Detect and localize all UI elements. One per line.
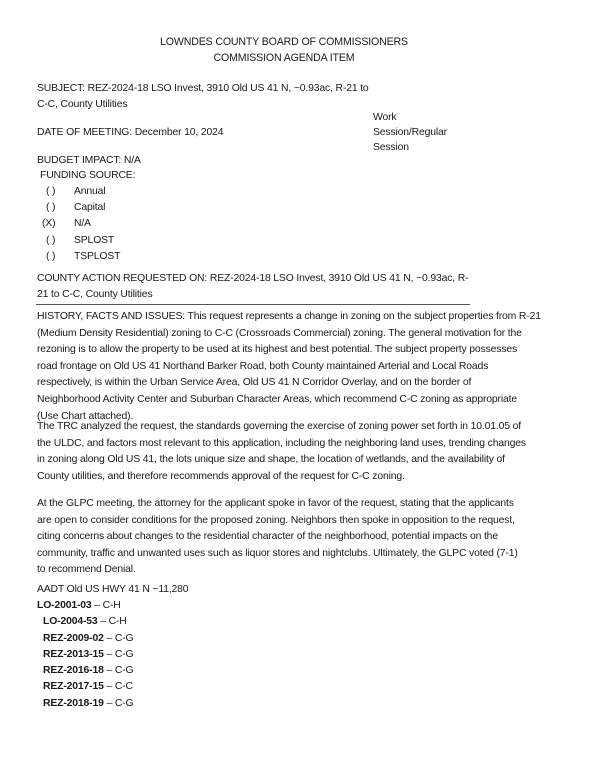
funding-checkbox-checked: (X)	[42, 218, 56, 230]
section-divider	[36, 304, 470, 305]
case-separator: –	[103, 632, 115, 644]
glpc-meeting-summary	[37, 496, 567, 579]
zoning-case-row	[37, 663, 133, 679]
document-title: LOWNDES COUNTY BOARD OF COMMISSIONERS	[160, 36, 408, 48]
session-line-1: Work	[373, 112, 397, 123]
zoning-case-row	[37, 696, 133, 712]
case-id: REZ-2016-18	[43, 665, 104, 677]
case-zone: C-H	[102, 600, 121, 611]
budget-impact: BUDGET IMPACT: N/A	[37, 155, 141, 166]
trc-line: the ULDC, and factors most relevant to this application, including the neighboring land uses, trending changes	[37, 437, 526, 449]
funding-option-annual	[42, 184, 120, 200]
zoning-case-row	[37, 631, 133, 647]
history-line: rezoning is to allow the property to be used at its highest and best potential. The subject property possesses	[37, 344, 518, 356]
case-id: REZ-2017-15	[43, 681, 104, 693]
meeting-date: DATE OF MEETING: December 10, 2024	[37, 127, 224, 138]
case-zone: C-G	[114, 648, 134, 660]
history-facts-issues	[37, 309, 567, 425]
funding-checkbox: ( )	[46, 234, 56, 246]
funding-option-splost	[42, 233, 120, 249]
subject-line-1: SUBJECT: REZ-2024-18 LSO Invest, 3910 Old US 41 N, ~0.93ac, R-21 to	[37, 83, 369, 94]
history-line: respectively, is within the Urban Service Area, Old US 41 N Corridor Overlay, and on the border of	[37, 377, 472, 389]
funding-checkbox: ( )	[46, 250, 56, 262]
funding-checkbox: ( )	[46, 186, 56, 197]
case-zone: C-C	[114, 681, 133, 693]
glpc-line: At the GLPC meeting, the attorney for the applicant spoke in favor of the request, stating that the applicants	[37, 498, 514, 509]
history-line: (Medium Density Residential) zoning to C-C (Crossroads Commercial) zoning. The general motivation for the	[37, 327, 522, 339]
funding-option-capital	[42, 200, 120, 216]
prior-zoning-cases	[37, 598, 133, 712]
history-line: road frontage on Old US 41 Northand Barker Road, both County maintained Arterial and Local Roads	[37, 360, 489, 372]
session-type	[373, 110, 447, 155]
action-requested-line-2: 21 to C-C, County Utilities	[37, 289, 153, 300]
case-zone: C-H	[108, 616, 127, 628]
trc-line: County utilities, and therefore recommends approval of the request for C-C zoning.	[37, 470, 405, 482]
case-id: REZ-2018-19	[43, 697, 104, 709]
case-zone: C-G	[114, 665, 134, 677]
case-id: REZ-2013-15	[43, 648, 104, 660]
case-id: LO-2004-53	[43, 616, 98, 628]
funding-source-list	[42, 184, 120, 265]
funding-option-na	[42, 216, 120, 232]
case-separator: –	[97, 616, 109, 628]
session-line-2: Session/Regular	[373, 127, 447, 138]
zoning-case-row	[37, 614, 133, 630]
document-subtitle: COMMISSION AGENDA ITEM	[213, 52, 355, 64]
zoning-case-row	[37, 598, 133, 614]
zoning-case-row	[37, 679, 133, 695]
case-separator: –	[103, 665, 115, 677]
funding-option-label: Capital	[74, 202, 106, 214]
case-id: REZ-2009-02	[43, 632, 104, 644]
glpc-line: citing concerns about changes to the residential character of the neighborhood, potential impacts on the	[37, 531, 498, 543]
case-separator: –	[103, 697, 115, 709]
history-line: Neighborhood Activity Center and Suburban Character Areas, which recommend C-C zoning as appropriate	[37, 393, 517, 405]
funding-source-label: FUNDING SOURCE:	[40, 170, 136, 181]
trc-line: The TRC analyzed the request, the standards governing the exercise of zoning power set forth in 10.01.05 of	[37, 421, 521, 432]
zoning-case-row	[37, 647, 133, 663]
case-separator: –	[103, 648, 115, 660]
history-line: (Use Chart attached).	[37, 410, 134, 422]
subject-line-2: C-C, County Utilities	[37, 99, 128, 110]
history-line: HISTORY, FACTS AND ISSUES: This request represents a change in zoning on the subject properties from R-21	[37, 311, 541, 322]
case-separator: –	[91, 600, 103, 611]
funding-option-tsplost	[42, 249, 120, 265]
trc-line: in zoning along Old US 41, the lots unique size and shape, the location of wetlands, and the availability of	[37, 454, 505, 466]
funding-option-label: N/A	[74, 218, 91, 230]
funding-option-label: SPLOST	[74, 234, 115, 246]
funding-option-label: TSPLOST	[74, 250, 121, 262]
glpc-line: community, traffic and unwanted uses such as liquor stores and nightclubs. Ultimately, the GLPC voted (7-1)	[37, 547, 518, 559]
trc-analysis	[37, 419, 567, 485]
aadt-traffic-count: AADT Old US HWY 41 N ~11,280	[37, 584, 189, 595]
session-line-3: Session	[373, 142, 409, 153]
action-requested-line-1: COUNTY ACTION REQUESTED ON: REZ-2024-18 LSO Invest, 3910 Old US 41 N, ~0.93ac, R-	[37, 273, 469, 284]
funding-checkbox: ( )	[46, 202, 56, 214]
case-separator: –	[103, 681, 115, 693]
case-zone: C-G	[114, 697, 134, 709]
glpc-line: to recommend Denial.	[37, 564, 136, 576]
glpc-line: are open to consider conditions for the proposed zoning. Neighbors then spoke in opposition to the request,	[37, 514, 515, 526]
case-id: LO-2001-03	[37, 600, 92, 611]
case-zone: C-G	[114, 632, 134, 644]
funding-option-label: Annual	[74, 186, 106, 197]
